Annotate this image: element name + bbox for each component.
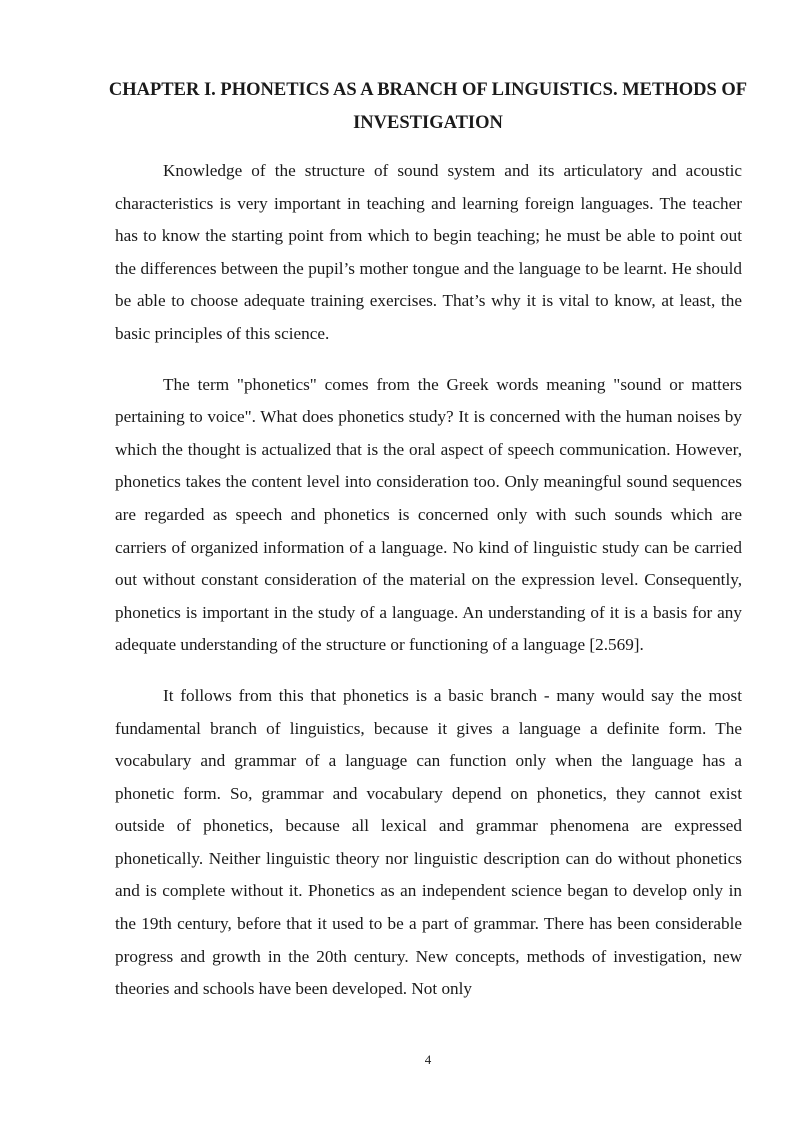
page-number: 4: [424, 1052, 432, 1067]
paragraph-3: It follows from this that phonetics is a basic branch - many would say the most fundamental branch of linguistics, because it gives a language a definite form. The vocabulary and grammar of a language can function only when the language has a phonetic form. So, grammar and vocabulary depend on phonetics, they cannot exist outside of phonetics, because all lexical and grammar phenomena are expressed phonetically. Neither linguistic theory nor linguistic description can do without phonetics and is complete without it. Phonetics as an independent science began to develop only in the 19th century, before that it used to be a part of grammar. There has been considerable progress and growth in the 20th century. New concepts, methods of investigation, new theories and schools have been developed. Not only: [115, 685, 742, 999]
paragraph-2: The term "phonetics" comes from the Greek words meaning "sound or matters pertaining to voice". What does phonetics study? It is concerned with the human noises by which the thought is actualized that is the oral aspect of speech communication. However, phonetics takes the content level into consideration too. Only meaningful sound sequences are regarded as speech and phonetics is concerned only with such sounds which are carriers of organized information of a language. No kind of linguistic study can be carried out without constant consideration of the material on the expression level. Consequently, phonetics is important in the study of a language. An understanding of it is a basis for any adequate understanding of the structure or functioning of a language [2.569].: [115, 374, 742, 655]
chapter-title: CHAPTER I. PHONETICS AS A BRANCH OF LINGUISTICS. METHODS OF INVESTIGATION: [108, 80, 748, 133]
body-text: [115, 155, 742, 1024]
paragraph-1: Knowledge of the structure of sound system and its articulatory and acoustic characteristics is very important in teaching and learning foreign languages. The teacher has to know the starting point from which to begin teaching; he must be able to point out the differences between the pupil’s mother tongue and the language to be learnt. He should be able to choose adequate training exercises. That’s why it is vital to know, at least, the basic principles of this science.: [115, 161, 742, 343]
